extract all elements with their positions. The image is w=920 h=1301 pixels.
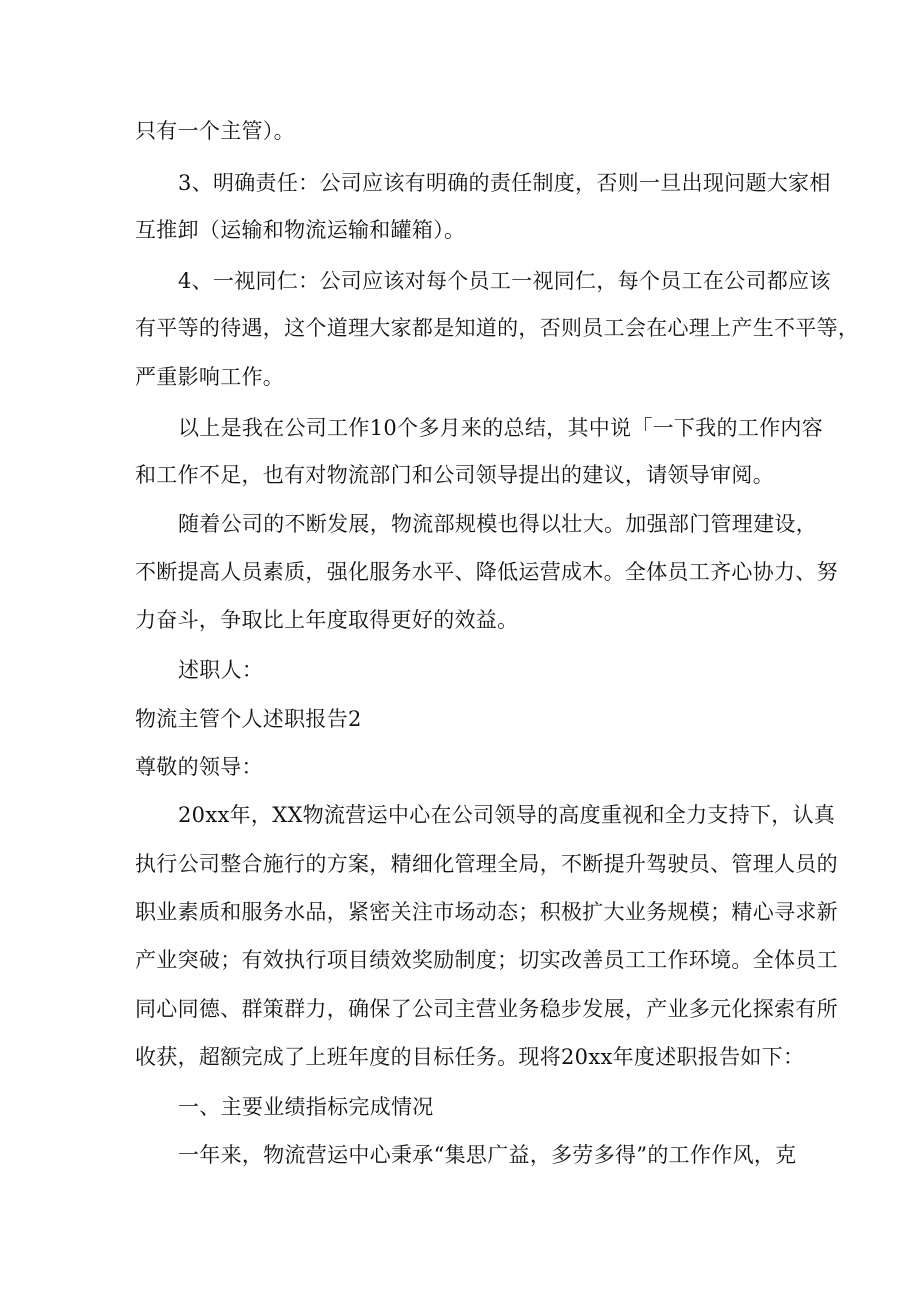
text-line: 只有一个主管）。 <box>135 119 295 143</box>
text-line: 一年来，物流营运中心秉承“集思广益，多劳多得”的工作作风，克 <box>178 1143 797 1167</box>
salutation: 尊敬的领导： <box>135 755 263 779</box>
section-heading: 一、主要业绩指标完成情况 <box>178 1095 434 1119</box>
report-title: 物流主管个人述职报告2 <box>135 707 362 731</box>
text-line: 以上是我在公司工作10个多月来的总结，其中说「一下我的工作内容 <box>178 416 824 440</box>
text-line: 执行公司整合施行的方案，精细化管理全局，不断提升驾驶员、管理人员的 <box>135 852 838 876</box>
text-line: 收获，超额完成了上班年度的目标任务。现将20xx年度述职报告如下： <box>135 1045 805 1069</box>
text-line: 产业突破；有效执行项目绩效奖励制度；切实改善员工工作环境。全体员工 <box>135 948 838 972</box>
text-line: 20xx年，XX物流营运中心在公司领导的高度重视和全力支持下，认真 <box>178 803 836 827</box>
text-line: 不断提高人员素质，强化服务水平、降低运营成木。全体员工齐心协力、努 <box>135 560 838 584</box>
text-line: 互推卸（运输和物流运输和罐箱）。 <box>135 218 466 242</box>
text-line: 随着公司的不断发展，物流部规模也得以壮大。加强部门管理建设， <box>178 512 817 536</box>
text-line: 4、一视同仁：公司应该对每个员工一视同仁，每个员工在公司都应该 <box>178 269 831 293</box>
text-line: 3、明确责任：公司应该有明确的责任制度，否则一旦出现问题大家相 <box>178 171 831 195</box>
text-line: 有平等的待遇，这个道理大家都是知道的，否则员工会在心理上产生不平等， <box>135 316 860 340</box>
text-line: 职业素质和服务水品，紧密关注市场动态；积极扩大业务规模；精心寻求新 <box>135 900 838 924</box>
text-line: 力奋斗，争取比上年度取得更好的效益。 <box>135 608 519 632</box>
text-line: 同心同德、群策群力，确保了公司主营业务稳步发展，产业多元化探索有所 <box>135 997 838 1021</box>
text-line: 和工作不足，也有对物流部门和公司领导提出的建议，请领导审阅。 <box>135 463 774 487</box>
signature-label: 述职人： <box>178 658 264 682</box>
text-line: 严重影响工作。 <box>135 365 285 389</box>
